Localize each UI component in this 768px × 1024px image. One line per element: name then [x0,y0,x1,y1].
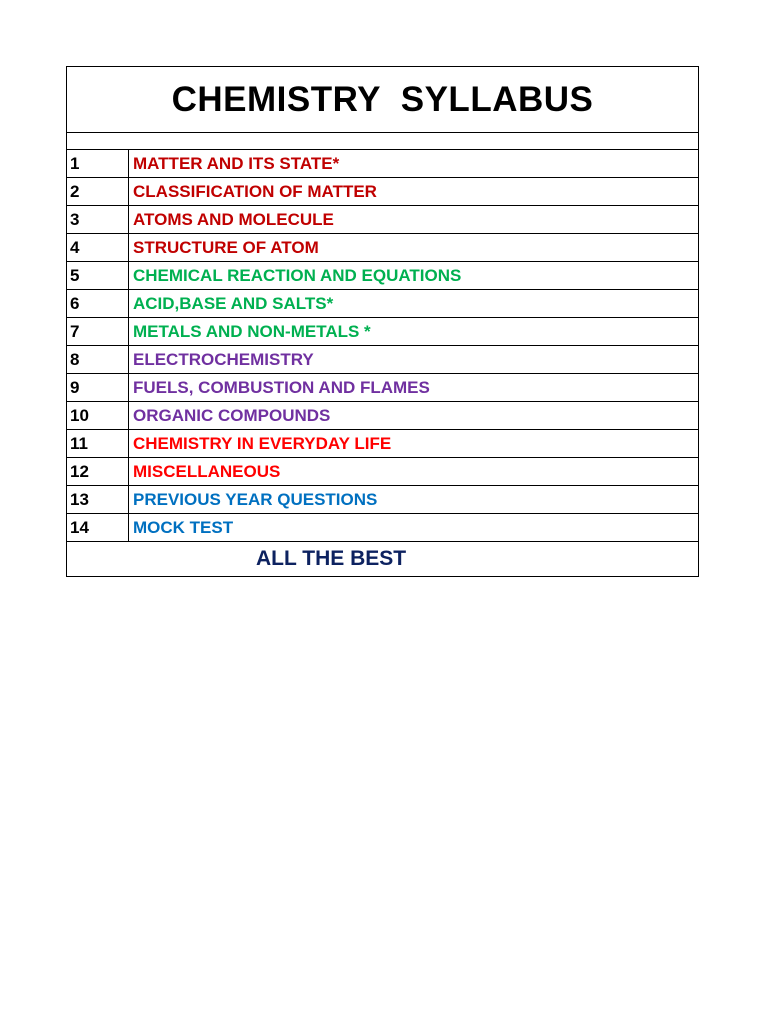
row-topic: MATTER AND ITS STATE* [133,153,340,173]
table-row [67,178,698,206]
table-row [67,206,698,234]
spacer-row [67,133,698,150]
row-number: 10 [67,402,129,429]
row-topic: CHEMICAL REACTION AND EQUATIONS [133,265,462,285]
row-topic: PREVIOUS YEAR QUESTIONS [133,489,378,509]
table-row [67,346,698,374]
row-topic: FUELS, COMBUSTION AND FLAMES [133,377,430,397]
row-topic: ATOMS AND MOLECULE [133,209,334,229]
row-number: 12 [67,458,129,485]
footer-row [67,542,698,576]
row-number: 1 [67,150,129,177]
row-topic: ORGANIC COMPOUNDS [133,405,331,425]
table-row [67,262,698,290]
table-row [67,514,698,542]
row-topic: STRUCTURE OF ATOM [133,237,319,257]
row-topic: CHEMISTRY IN EVERYDAY LIFE [133,433,392,453]
table-row [67,290,698,318]
row-topic: METALS AND NON-METALS * [133,321,371,341]
page-title: CHEMISTRY SYLLABUS [171,79,594,119]
table-row [67,458,698,486]
row-number: 11 [67,430,129,457]
topic-list [67,150,698,542]
table-row [67,430,698,458]
row-number: 7 [67,318,129,345]
table-row [67,374,698,402]
row-number: 9 [67,374,129,401]
row-topic: MISCELLANEOUS [133,461,281,481]
syllabus-table [66,66,699,577]
row-number: 3 [67,206,129,233]
table-row [67,486,698,514]
row-number: 13 [67,486,129,513]
row-number: 4 [67,234,129,261]
row-number: 2 [67,178,129,205]
row-topic: CLASSIFICATION OF MATTER [133,181,377,201]
table-row [67,234,698,262]
table-row [67,150,698,178]
row-number: 8 [67,346,129,373]
row-topic: ACID,BASE AND SALTS* [133,293,334,313]
row-number: 14 [67,514,129,541]
table-row [67,318,698,346]
row-topic: ELECTROCHEMISTRY [133,349,314,369]
row-number: 5 [67,262,129,289]
row-topic: MOCK TEST [133,517,234,537]
title-row [67,67,698,133]
table-row [67,402,698,430]
footer-text: ALL THE BEST [256,547,407,570]
row-number: 6 [67,290,129,317]
